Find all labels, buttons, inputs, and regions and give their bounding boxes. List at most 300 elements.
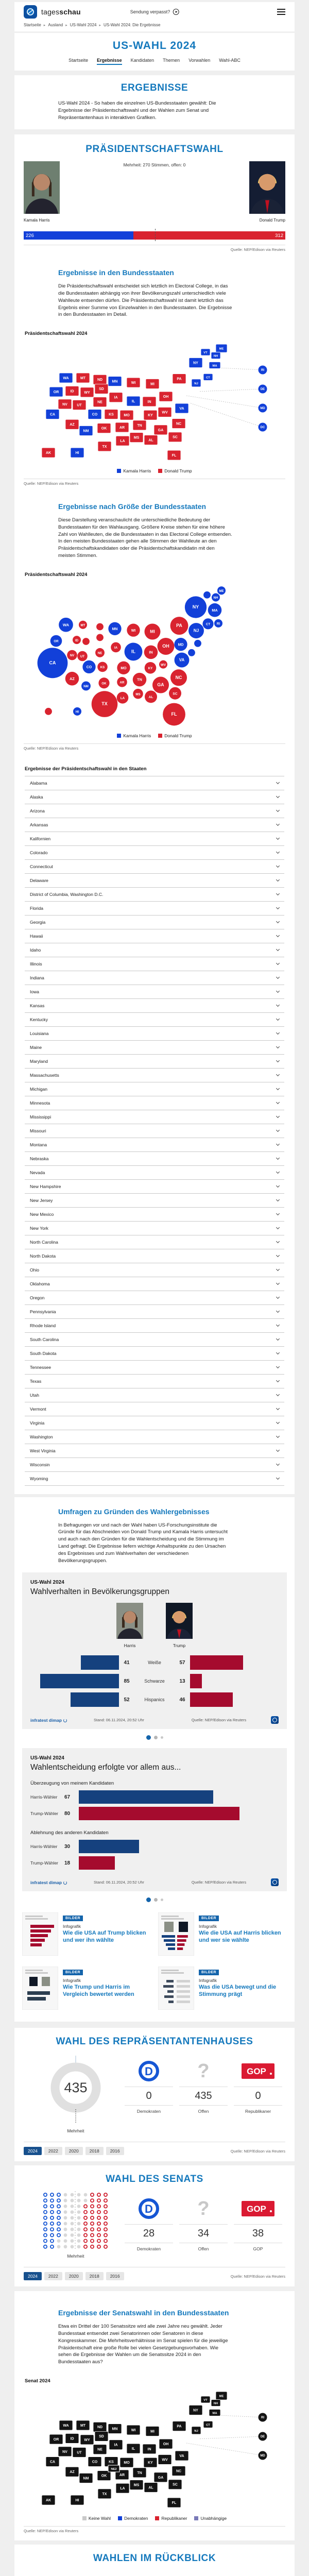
state-accordion-row[interactable] xyxy=(25,1082,284,1096)
state-accordion-row[interactable] xyxy=(25,1124,284,1138)
svg-text:WY: WY xyxy=(84,2438,90,2442)
chevron-down-icon xyxy=(276,1059,280,1062)
chevron-down-icon xyxy=(276,1462,280,1466)
svg-text:WA: WA xyxy=(62,622,70,628)
svg-text:TN: TN xyxy=(137,677,142,682)
surveys-card xyxy=(14,1497,295,2022)
page-title: US-WAHL 2024 xyxy=(112,40,197,52)
tab-themen[interactable]: Themen xyxy=(163,58,180,63)
state-accordion-row[interactable] xyxy=(25,1165,284,1179)
legend-swatch xyxy=(117,734,121,738)
svg-text:MO: MO xyxy=(121,666,127,670)
bar-row xyxy=(30,1789,279,1805)
motivation-chart-card xyxy=(22,1748,287,1891)
harris-value: 52 xyxy=(124,1697,130,1703)
teaser-title: Wie die USA auf Trump blicken und wer ihn wählte xyxy=(63,1930,146,1944)
svg-text:VT: VT xyxy=(203,2398,208,2402)
president-state-map[interactable] xyxy=(36,342,273,464)
trump-bar-track xyxy=(190,1674,279,1688)
chevron-down-icon xyxy=(276,836,280,840)
legend-swatch xyxy=(82,2516,87,2520)
question-mark-icon: ? xyxy=(197,2060,210,2082)
hamburger-menu-icon[interactable] xyxy=(277,9,285,15)
svg-text:CA: CA xyxy=(49,2460,56,2464)
svg-text:RI: RI xyxy=(216,622,220,626)
dimap-ring-icon xyxy=(63,1881,67,1885)
svg-text:IL: IL xyxy=(131,649,135,654)
senate-state-map[interactable] xyxy=(36,2389,273,2512)
stat-offen xyxy=(179,2196,228,2251)
legend-label: Kamala Harris xyxy=(123,468,151,474)
svg-text:WI: WI xyxy=(131,381,136,385)
state-accordion-row[interactable] xyxy=(25,776,284,790)
state-accordion-row[interactable] xyxy=(25,1402,284,1416)
tagesschau-app-icon[interactable] xyxy=(24,5,37,19)
legend-item xyxy=(158,733,192,738)
svg-text:IA: IA xyxy=(114,2443,118,2447)
state-accordion-row[interactable] xyxy=(25,873,284,887)
svg-text:MI: MI xyxy=(150,2430,154,2434)
svg-text:IN: IN xyxy=(149,650,153,655)
top-bar xyxy=(14,2,295,31)
svg-text:WI: WI xyxy=(131,629,136,633)
state-accordion-row[interactable] xyxy=(25,1388,284,1402)
year-tab-2024[interactable]: 2024 xyxy=(24,2147,42,2155)
state-accordion-row[interactable] xyxy=(25,1151,284,1165)
state-accordion-row[interactable] xyxy=(25,1374,284,1388)
chevron-down-icon xyxy=(276,1281,280,1285)
state-accordion-row[interactable] xyxy=(25,1179,284,1193)
svg-text:PA: PA xyxy=(177,2425,182,2429)
stand-note: Stand: 06.11.2024, 20:52 Uhr xyxy=(94,1880,144,1885)
state-accordion-row[interactable] xyxy=(25,1207,284,1221)
chevron-down-icon xyxy=(276,864,280,868)
intro-text: US-Wahl 2024 - So haben die einzelnen US-Bundesstaaten gewählt: Die Ergebnisse der Präsidentschaftswahl und der Wahlen zum Senat und Repräsentantenhaus in interaktiven Grafiken. xyxy=(58,100,216,121)
bar-row xyxy=(30,1838,279,1855)
svg-text:MS: MS xyxy=(135,692,141,696)
year-tab-2022[interactable]: 2022 xyxy=(44,2147,62,2155)
chevron-down-icon xyxy=(276,1226,280,1229)
svg-text:MO: MO xyxy=(124,2461,130,2465)
dot-3[interactable] xyxy=(161,1899,163,1901)
teaser-text xyxy=(63,1912,151,1958)
house-stats xyxy=(125,2054,282,2114)
year-tab-2018[interactable]: 2018 xyxy=(85,2272,104,2280)
state-accordion-row[interactable] xyxy=(25,1304,284,1318)
states-heading: Ergebnisse in den Bundesstaaten xyxy=(58,268,174,277)
trump-bar xyxy=(190,1692,233,1707)
svg-text:WI: WI xyxy=(131,2428,136,2432)
motivation-bars xyxy=(30,1781,279,1871)
brand-wordmark[interactable]: tagesschau xyxy=(41,8,81,16)
state-accordion-row[interactable] xyxy=(25,1360,284,1374)
svg-text:TN: TN xyxy=(137,423,142,428)
state-accordion-row[interactable] xyxy=(25,1249,284,1263)
harris-bar-track xyxy=(30,1655,119,1670)
tab-vorwahlen[interactable]: Vorwahlen xyxy=(188,58,211,63)
trump-bar-track xyxy=(190,1692,279,1707)
breadcrumb-link[interactable]: Startseite xyxy=(24,23,41,27)
svg-text:D: D xyxy=(145,2202,153,2216)
state-accordion-row[interactable] xyxy=(25,887,284,901)
year-tab-2016[interactable]: 2016 xyxy=(106,2272,124,2280)
dot-1[interactable] xyxy=(146,1735,151,1740)
state-accordion-row[interactable] xyxy=(25,1026,284,1040)
teaser-kicker: Infografik xyxy=(199,1924,217,1929)
svg-text:NV: NV xyxy=(70,653,75,657)
svg-text:KY: KY xyxy=(148,666,153,670)
state-accordion-row[interactable] xyxy=(25,1263,284,1277)
bilder-badge: BILDER xyxy=(199,1916,219,1921)
state-name: Oregon xyxy=(30,1295,45,1300)
breadcrumb-separator: ▸ xyxy=(43,23,46,27)
state-accordion-row[interactable] xyxy=(25,1416,284,1430)
state-accordion-row[interactable] xyxy=(25,1235,284,1249)
state-accordion-row[interactable] xyxy=(25,1193,284,1207)
stat-value: 28 xyxy=(125,2224,173,2243)
states-text: Die Präsidentschaftswahl entscheidet sich letztlich im Electoral College, in das die Bundesstaaten abhängig von ihrer Bevölkerungszahl unterschiedlich viele Wahlleute entsenden dürfen. Die Präsidentschaftswahl ist damit letztlich das Ergebnis einer Summe von Einzelwahlen in den Bundesstaaten. Die Ergebnisse in den Bundesstaaten im Detail. xyxy=(58,283,232,318)
electoral-bubble-map[interactable] xyxy=(36,583,273,729)
svg-text:ME: ME xyxy=(219,2395,224,2398)
svg-text:D: D xyxy=(145,2065,153,2078)
bar-value: 80 xyxy=(64,1810,71,1817)
teaser-card[interactable] xyxy=(22,1912,151,1958)
chevron-down-icon xyxy=(276,920,280,923)
carousel-dots xyxy=(14,1735,295,1740)
svg-text:SD: SD xyxy=(99,387,104,392)
tab-wahl-abc[interactable]: Wahl-ABC xyxy=(219,58,241,63)
year-tab-2016[interactable]: 2016 xyxy=(106,2147,124,2155)
state-accordion-row[interactable] xyxy=(25,1458,284,1471)
svg-text:NJ: NJ xyxy=(193,628,199,633)
state-name: Ohio xyxy=(30,1267,39,1273)
trump-photo xyxy=(166,1603,193,1641)
trump-name: Donald Trump xyxy=(259,218,285,223)
state-name: Arizona xyxy=(30,808,45,814)
svg-text:OR: OR xyxy=(54,639,59,643)
house-donut xyxy=(27,2054,125,2133)
map-legend xyxy=(14,2516,295,2521)
chevron-down-icon xyxy=(276,1240,280,1243)
svg-text:LA: LA xyxy=(120,696,125,700)
demographic-row xyxy=(30,1672,279,1690)
state-accordion-row[interactable] xyxy=(25,985,284,998)
source-note: Quelle: NEP/Edison via Reuters xyxy=(191,1880,247,1885)
gop-logo-icon xyxy=(234,2196,282,2221)
group-label: Weiße xyxy=(148,1660,161,1666)
svg-text:WA: WA xyxy=(63,2424,69,2428)
bar-row xyxy=(30,1855,279,1871)
retro-heading: WAHLEN IM RÜCKBLICK xyxy=(93,2552,216,2564)
state-accordion-row[interactable] xyxy=(25,804,284,818)
chevron-down-icon xyxy=(276,1323,280,1327)
svg-text:PA: PA xyxy=(176,622,182,628)
chevron-down-icon xyxy=(276,934,280,937)
year-tab-2020[interactable]: 2020 xyxy=(65,2147,83,2155)
svg-text:MA: MA xyxy=(212,607,218,613)
state-accordion-row[interactable] xyxy=(25,929,284,943)
teaser-text xyxy=(63,1967,151,2012)
legend-item xyxy=(194,2516,227,2521)
svg-text:SC: SC xyxy=(173,435,178,439)
svg-text:HI: HI xyxy=(75,2498,79,2502)
svg-text:TN: TN xyxy=(137,2471,142,2475)
state-name: Montana xyxy=(30,1142,47,1147)
state-accordion-row[interactable] xyxy=(25,1054,284,1068)
legend-label: Donald Trump xyxy=(164,468,192,474)
source-note: Quelle: NEP/Edison via Reuters xyxy=(191,1718,247,1723)
svg-text:FL: FL xyxy=(171,711,177,717)
state-name: Colorado xyxy=(30,850,48,855)
legend-swatch xyxy=(158,734,162,738)
svg-text:NE: NE xyxy=(97,400,102,404)
chevron-down-icon xyxy=(276,989,280,993)
stat-value: 38 xyxy=(234,2224,282,2243)
trump-value: 13 xyxy=(179,1678,185,1684)
state-name: Illinois xyxy=(30,961,42,967)
state-name: Massachusetts xyxy=(30,1072,59,1078)
svg-text:MS: MS xyxy=(133,436,140,440)
state-accordion-row[interactable] xyxy=(25,971,284,985)
svg-text:OR: OR xyxy=(53,391,59,395)
breadcrumb-separator: ▸ xyxy=(99,23,101,27)
teaser-text xyxy=(199,1967,287,2012)
state-accordion-row[interactable] xyxy=(25,1444,284,1458)
tab-kandidaten[interactable]: Kandidaten xyxy=(130,58,154,63)
state-accordion-row[interactable] xyxy=(25,1291,284,1304)
stat-label: Demokraten xyxy=(136,2109,161,2114)
harris-bar xyxy=(81,1655,119,1670)
svg-text:GA: GA xyxy=(157,682,164,687)
map-legend xyxy=(14,468,295,473)
svg-text:IN: IN xyxy=(147,2447,151,2451)
legend-label: Donald Trump xyxy=(164,733,192,738)
state-name: Connecticut xyxy=(30,863,53,869)
svg-text:UT: UT xyxy=(77,403,82,408)
svg-text:OH: OH xyxy=(163,2442,169,2446)
svg-text:MD: MD xyxy=(178,643,184,647)
trump-bar xyxy=(190,1655,243,1670)
demographic-row xyxy=(30,1653,279,1672)
legend-swatch xyxy=(158,469,162,473)
tab-startseite[interactable]: Startseite xyxy=(68,58,89,63)
breadcrumb-link[interactable]: Ausland xyxy=(48,23,63,27)
year-tab-2022[interactable]: 2022 xyxy=(44,2272,62,2280)
legend-swatch xyxy=(117,469,121,473)
legend-swatch xyxy=(194,2516,198,2520)
svg-text:NC: NC xyxy=(175,674,182,680)
svg-text:RI: RI xyxy=(261,2416,264,2420)
teaser-card[interactable] xyxy=(22,1967,151,2012)
harris-bar xyxy=(79,1790,213,1804)
state-accordion-row[interactable] xyxy=(25,998,284,1012)
svg-text:ID: ID xyxy=(70,389,74,394)
svg-text:OH: OH xyxy=(162,643,169,649)
svg-text:KS: KS xyxy=(109,2460,114,2464)
svg-text:IL: IL xyxy=(131,400,135,404)
surveys-text: In Befragungen vor und nach der Wahl haben US-Forschungsinstitute die Gründe für das Abschneiden von Donald Trump und Kamala Harris untersucht und auch nach den Gründen für die Wahlentscheidung und die Stimmung im Land gefragt. Die Ergebnisse liefern wichtige Anhaltspunkte zu den Ursachen des Ergebnisses und zum Wahlverhalten der verschiedenen Bevölkerungsgruppen. xyxy=(58,1522,228,1564)
svg-text:IA: IA xyxy=(114,396,118,400)
breadcrumb-link[interactable]: US-Wahl 2024: Die Ergebnisse xyxy=(104,23,161,27)
svg-text:WY: WY xyxy=(84,391,90,395)
chevron-down-icon xyxy=(276,1073,280,1076)
state-accordion-row[interactable] xyxy=(25,957,284,971)
teaser-card[interactable] xyxy=(158,1912,287,1958)
tab-ergebnisse[interactable]: Ergebnisse xyxy=(97,58,122,65)
svg-text:MD: MD xyxy=(260,407,265,411)
section-nav xyxy=(14,58,295,65)
senate-card xyxy=(14,2165,295,2286)
group-title: Ablehnung des anderen Kandidaten xyxy=(30,1830,109,1836)
state-accordion-row[interactable] xyxy=(25,1012,284,1026)
year-tab-2018[interactable]: 2018 xyxy=(85,2147,104,2155)
svg-text:VA: VA xyxy=(179,2454,184,2458)
state-accordion-row[interactable] xyxy=(25,1332,284,1346)
chart-footer xyxy=(30,1716,279,1724)
svg-text:FL: FL xyxy=(171,2501,177,2505)
svg-text:NM: NM xyxy=(83,429,89,433)
state-accordion-row[interactable] xyxy=(25,1138,284,1151)
chevron-down-icon xyxy=(276,1295,280,1299)
state-accordion-row[interactable] xyxy=(25,1471,284,1485)
state-accordion-row[interactable] xyxy=(25,1068,284,1082)
chevron-down-icon xyxy=(276,1420,280,1424)
state-accordion-row[interactable] xyxy=(25,859,284,873)
teaser-title: Wie die USA auf Harris blicken und wer sie wählte xyxy=(199,1930,281,1944)
state-accordion-row[interactable] xyxy=(25,1096,284,1110)
svg-text:MI: MI xyxy=(150,629,155,634)
svg-text:DC: DC xyxy=(260,426,265,430)
president-card xyxy=(14,134,295,1494)
state-name: Nebraska xyxy=(30,1156,49,1161)
dot-2[interactable] xyxy=(154,1736,158,1739)
state-accordion-row[interactable] xyxy=(25,1040,284,1054)
stat-republikaner xyxy=(234,2059,282,2114)
house-heading: WAHL DES REPRÄSENTANTENHAUSES xyxy=(56,2036,253,2047)
state-accordion-row[interactable] xyxy=(25,1346,284,1360)
state-name: Maryland xyxy=(30,1058,48,1064)
gop-logo-icon xyxy=(234,2059,282,2083)
state-accordion-row[interactable] xyxy=(25,790,284,804)
chevron-down-icon xyxy=(276,1156,280,1160)
demographics-bars xyxy=(30,1653,279,1709)
chart-candidates xyxy=(30,1603,279,1648)
state-name: District of Columbia, Washington D.C. xyxy=(30,891,104,897)
teaser-card[interactable] xyxy=(158,1967,287,2012)
chevron-down-icon xyxy=(276,1337,280,1341)
svg-text:NE: NE xyxy=(97,651,102,655)
bar-row xyxy=(30,1805,279,1822)
svg-text:DE: DE xyxy=(260,388,265,392)
state-name: Alabama xyxy=(30,780,47,786)
map-label: Präsidentschaftswahl 2024 xyxy=(25,331,88,337)
chevron-down-icon xyxy=(276,961,280,965)
teaser-thumbnail xyxy=(158,1912,194,1958)
svg-text:TX: TX xyxy=(101,701,108,706)
svg-text:AR: AR xyxy=(119,681,125,685)
year-tab-2020[interactable]: 2020 xyxy=(65,2272,83,2280)
state-accordion-row[interactable] xyxy=(25,1277,284,1291)
svg-text:CO: CO xyxy=(86,665,92,669)
trump-photo xyxy=(249,161,285,216)
trump-value: 46 xyxy=(179,1697,185,1703)
stat-label: GOP xyxy=(253,2246,263,2252)
svg-text:NY: NY xyxy=(192,604,199,609)
bar-value: 30 xyxy=(64,1843,71,1850)
state-accordion-row[interactable] xyxy=(25,1221,284,1235)
svg-text:CA: CA xyxy=(49,660,56,666)
state-name: Wyoming xyxy=(30,1476,48,1481)
svg-text:WA: WA xyxy=(63,377,69,381)
state-accordion-row[interactable] xyxy=(25,943,284,957)
svg-text:AR: AR xyxy=(119,2473,125,2477)
year-tab-2024[interactable]: 2024 xyxy=(24,2272,42,2280)
state-accordion-row[interactable] xyxy=(25,1110,284,1124)
state-name: Kalifornien xyxy=(30,836,51,841)
state-accordion-row[interactable] xyxy=(25,845,284,859)
state-name: New Hampshire xyxy=(30,1183,61,1189)
state-accordion-row[interactable] xyxy=(25,1430,284,1444)
state-name: Kansas xyxy=(30,1003,45,1008)
svg-text:CA: CA xyxy=(49,413,56,417)
stat-label: Offen xyxy=(198,2246,209,2252)
state-name: Kentucky xyxy=(30,1016,48,1022)
legend-label: Republikaner xyxy=(161,2515,187,2521)
harris-name: Kamala Harris xyxy=(24,218,50,223)
chevron-down-icon xyxy=(276,850,280,854)
chevron-down-icon xyxy=(276,1003,280,1007)
senate-stats xyxy=(125,2191,282,2251)
svg-text:WV: WV xyxy=(161,663,166,667)
state-accordion-row[interactable] xyxy=(25,818,284,832)
state-accordion-row[interactable] xyxy=(25,832,284,845)
chevron-down-icon xyxy=(276,1114,280,1118)
svg-text:LA: LA xyxy=(120,439,125,444)
chevron-down-icon xyxy=(276,878,280,882)
state-name: Hawaii xyxy=(30,933,43,939)
state-accordion-row[interactable] xyxy=(25,915,284,929)
state-accordion-row[interactable] xyxy=(25,901,284,915)
group-label: Schwarze xyxy=(144,1679,165,1684)
bilder-badge: BILDER xyxy=(63,1916,83,1921)
state-accordion-row[interactable] xyxy=(25,1318,284,1332)
state-name: West Virginia xyxy=(30,1448,56,1453)
svg-text:AR: AR xyxy=(119,426,125,430)
breadcrumb-link[interactable]: US-Wahl 2024 xyxy=(70,23,97,27)
svg-text:ID: ID xyxy=(70,2437,74,2441)
svg-text:MT: MT xyxy=(80,377,86,381)
svg-text:PA: PA xyxy=(177,377,182,381)
svg-text:OK: OK xyxy=(101,427,107,431)
bilder-badge: BILDER xyxy=(63,1970,83,1975)
dot-2[interactable] xyxy=(154,1898,158,1902)
map-legend xyxy=(14,733,295,738)
dot-1[interactable] xyxy=(146,1897,151,1902)
teaser-kicker: Infografik xyxy=(199,1978,217,1984)
chevron-down-icon xyxy=(276,1379,280,1382)
harris-electoral-segment: 226 xyxy=(24,231,133,240)
dot-3[interactable] xyxy=(161,1736,163,1739)
state-name: Pennsylvania xyxy=(30,1309,56,1314)
svg-text:CT: CT xyxy=(206,376,210,380)
sendung-verpasst-button[interactable] xyxy=(130,9,179,15)
svg-text:AL: AL xyxy=(148,438,153,443)
bar-label: Harris-Wähler xyxy=(30,1794,58,1800)
teaser-title: Wie Trump und Harris im Vergleich bewertet werden xyxy=(63,1984,134,1998)
harris-bar-track xyxy=(30,1674,119,1688)
svg-text:ME: ME xyxy=(219,347,224,351)
chevron-down-icon xyxy=(276,794,280,798)
